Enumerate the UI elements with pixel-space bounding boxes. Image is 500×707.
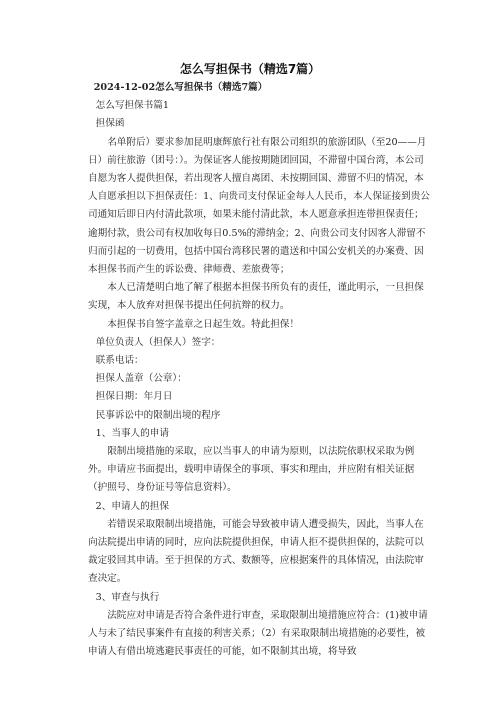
paragraph: 名单附后）要求参加昆明康辉旅行社有限公司组织的旅游团队（至20——月日）前往旅游（团号：）。为保证客人能按期随团回国，不滞留中国台湾，本公司自愿为客人提供担保，若出现客人擅自离团、未按期回国、滞留不归的情况，本人自愿承担以下担保责任：1、向贵司支付保证金每人人民币，本人保证接到贵公司通知后即日内付清此款项，如果未能付清此款，本人愿意承担连带担保责任；逾期付款，贵公司有权加收每日0.5%的滞纳金；2、向贵公司支付因客人滞留不归而引起的一切费用，包括中国台湾移民署的遣送和中国公安机关的办案费、因本担保书而产生的诉讼费、律师费、差旅费等； xyxy=(88,136,430,276)
document-body xyxy=(88,79,433,662)
signer-field: 单位负责人（担保人）签字： xyxy=(95,336,221,348)
item-heading: 1、当事人的申请 xyxy=(95,427,169,439)
paragraph: 本担保书自签字盖章之日起生效。特此担保！ xyxy=(107,318,300,330)
date-field: 担保日期：年月日 xyxy=(95,391,173,403)
letter-title: 担保函 xyxy=(95,118,125,130)
document-title: 怎么写担保书（精选7篇） xyxy=(179,62,321,76)
paragraph: 若错误采取限制出境措施，可能会导致被申请人遭受损失，因此，当事人在向法院提出申请的同时，应向法院提供担保，申请人拒不提供担保的，法院可以裁定驳回其申请。至于担保的方式、数额等，应根据案件的具体情况，由法院审查决定。 xyxy=(88,518,424,585)
paragraph: 限制出境措施的采取，应以当事人的申请为原则，以法院依职权采取为例外。申请应书面提出，载明申请保全的事项、事实和理由，并应附有相关证据（护照号、身份证号等信息资料）。 xyxy=(88,446,415,494)
seal-field: 担保人盖章（公章）： xyxy=(95,373,187,385)
phone-field: 联系电话： xyxy=(95,355,144,367)
sub-title: 民事诉讼中的限制出境的程序 xyxy=(95,409,221,421)
item-heading: 3、审查与执行 xyxy=(95,591,160,603)
paragraph: 本人已清楚明白地了解了根据本担保书所负有的责任，谨此明示，一旦担保实现，本人放弃对担保书提出任何抗辩的权力。 xyxy=(88,282,424,312)
section-heading: 怎么写担保书篇1 xyxy=(95,100,169,112)
paragraph: 法院应对申请是否符合条件进行审查，采取限制出境措施应符合：(1)被申请人与未了结民事案件有直接的利害关系；（2）有采取限制出境措施的必要性，被申请人有借出境逃避民事责任的可能，如不限制其出境，将导致 xyxy=(88,609,428,658)
date-line: 2024-12-02怎么写担保书（精选7篇） xyxy=(93,82,268,93)
item-heading: 2、申请人的担保 xyxy=(95,500,169,512)
